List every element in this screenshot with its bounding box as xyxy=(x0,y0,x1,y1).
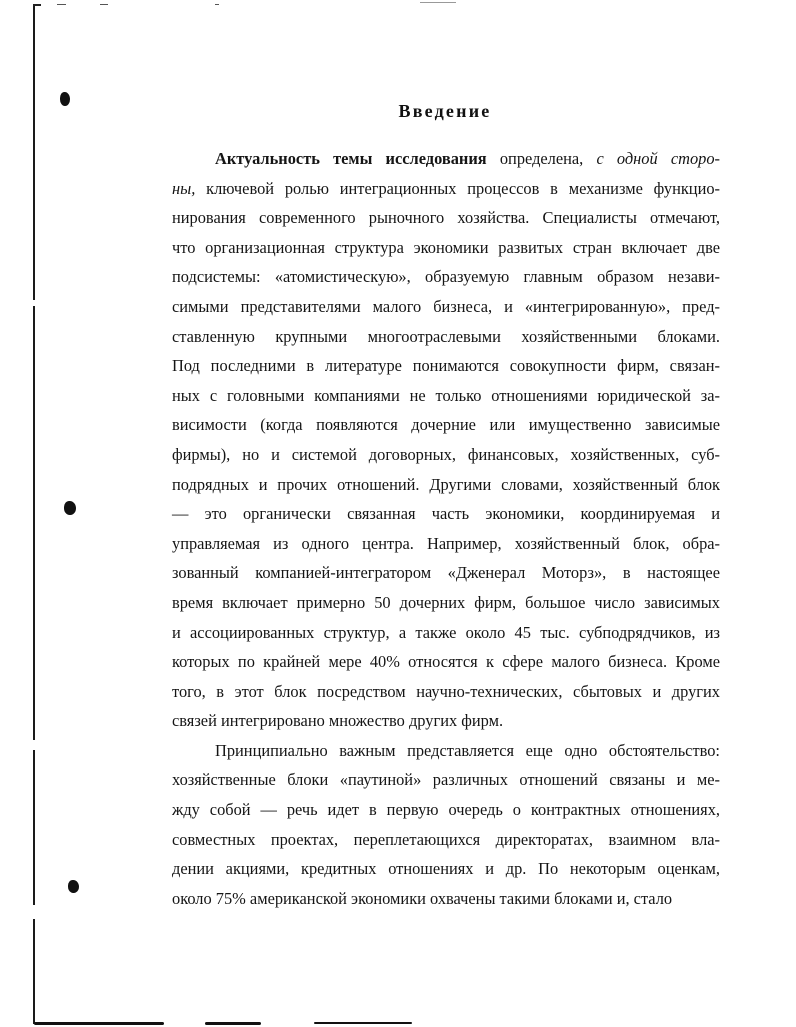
text-line xyxy=(172,854,720,884)
text-line xyxy=(172,558,720,588)
scan-border-gap xyxy=(33,905,35,919)
binding-hole-bottom-icon xyxy=(68,880,79,893)
text-line xyxy=(172,706,720,736)
line-text: зованный компанией-интегратором «Дженерал Моторз», в настоящее xyxy=(172,563,720,583)
line-text: фирмы), но и системой договорных, финансовых, хозяйственных, суб- xyxy=(172,444,720,464)
text-line xyxy=(172,292,720,322)
text-line xyxy=(172,825,720,855)
scan-top-mark xyxy=(420,2,456,3)
line-text: ставленную крупными многоотраслевыми хозяйственными блоками. xyxy=(172,326,720,346)
line-text: — это органически связанная часть экономики, координируемая и xyxy=(172,504,720,524)
page-title: Введение xyxy=(398,101,492,121)
line-text: что организационная структура экономики развитых стран включает две xyxy=(172,237,720,257)
text-line xyxy=(172,351,720,381)
emphasis-italic: ны, xyxy=(172,178,196,198)
text-line xyxy=(172,381,720,411)
text-line xyxy=(172,470,720,500)
text-line xyxy=(172,618,720,648)
text-line xyxy=(172,677,720,707)
line-text: совместных проектах, переплетающихся директоратах, взаимном вла- xyxy=(172,829,720,849)
body-text xyxy=(172,144,720,913)
line-text: нирования современного рыночного хозяйства. Специалисты отмечают, xyxy=(172,208,720,228)
line-text: хозяйственные блоки «паутиной» различных отношений связаны и ме- xyxy=(172,770,720,790)
line-text: определена, xyxy=(486,149,597,168)
line-text: которых по крайней мере 40% относятся к сфере малого бизнеса. Кроме xyxy=(172,652,720,672)
text-line xyxy=(172,499,720,529)
scan-bottom-line xyxy=(34,1022,164,1025)
text-line xyxy=(172,795,720,825)
text-line xyxy=(172,203,720,233)
line-text: подрядных и прочих отношений. Другими словами, хозяйственный блок xyxy=(172,474,720,494)
text-line xyxy=(172,647,720,677)
text-line xyxy=(172,440,720,470)
line-text: жду собой — речь идет в первую очередь о контрактных отношениях, xyxy=(172,800,720,820)
line-text: ных с головными компаниями не только отношениями юридической за- xyxy=(172,385,720,405)
line-text: дении акциями, кредитных отношениях и др. По некоторым оценкам, xyxy=(172,859,720,879)
text-line xyxy=(172,322,720,352)
scan-top-mark xyxy=(100,4,108,5)
line-text: и ассоциированных структур, а также около 45 тыс. субподрядчиков, из xyxy=(172,622,720,642)
scan-bottom-line xyxy=(314,1022,412,1024)
line-text: время включает примерно 50 дочерних фирм, большое число зависимых xyxy=(172,592,720,612)
text-line xyxy=(172,588,720,618)
line-text: Под последними в литературе понимаются совокупности фирм, связан- xyxy=(172,356,720,376)
text-line xyxy=(172,410,720,440)
text-line xyxy=(172,736,720,766)
text-line xyxy=(172,144,720,174)
scan-border-gap xyxy=(33,300,35,306)
line-text: Принципиально важным представляется еще одно обстоятельство: xyxy=(215,740,720,760)
line-text: висимости (когда появляются дочерние или имущественно зависимые xyxy=(172,415,720,435)
line-text: симыми представителями малого бизнеса, и «интегрированную», пред- xyxy=(172,296,720,316)
scan-bottom-line xyxy=(205,1022,261,1025)
line-text: связей интегрировано множество других фирм. xyxy=(172,711,504,731)
line-text: подсистемы: «атомистическую», образуемую главным образом незави- xyxy=(172,267,720,287)
scan-top-mark xyxy=(215,4,219,5)
text-line xyxy=(172,529,720,559)
emphasis-bold: Актуальность темы исследования xyxy=(215,149,487,168)
text-line xyxy=(172,884,720,914)
line-text: управляемая из одного центра. Например, хозяйственный блок, обра- xyxy=(172,533,720,553)
line-text: около 75% американской экономики охвачены такими блоками и, стало xyxy=(172,888,673,908)
scan-corner-mark xyxy=(33,4,41,6)
binding-hole-middle-icon xyxy=(64,501,76,515)
scan-top-mark xyxy=(57,4,66,5)
text-line xyxy=(172,262,720,292)
text-line xyxy=(172,233,720,263)
scan-left-border xyxy=(33,4,35,1024)
line-text: ключевой ролью интеграционных процессов в механизме функцио- xyxy=(195,178,720,198)
line-text: того, в этот блок посредством научно-технических, сбытовых и других xyxy=(172,681,720,701)
scan-border-gap xyxy=(33,740,35,750)
emphasis-italic: с одной сторо- xyxy=(596,149,721,168)
text-line xyxy=(172,765,720,795)
text-line xyxy=(172,174,720,204)
